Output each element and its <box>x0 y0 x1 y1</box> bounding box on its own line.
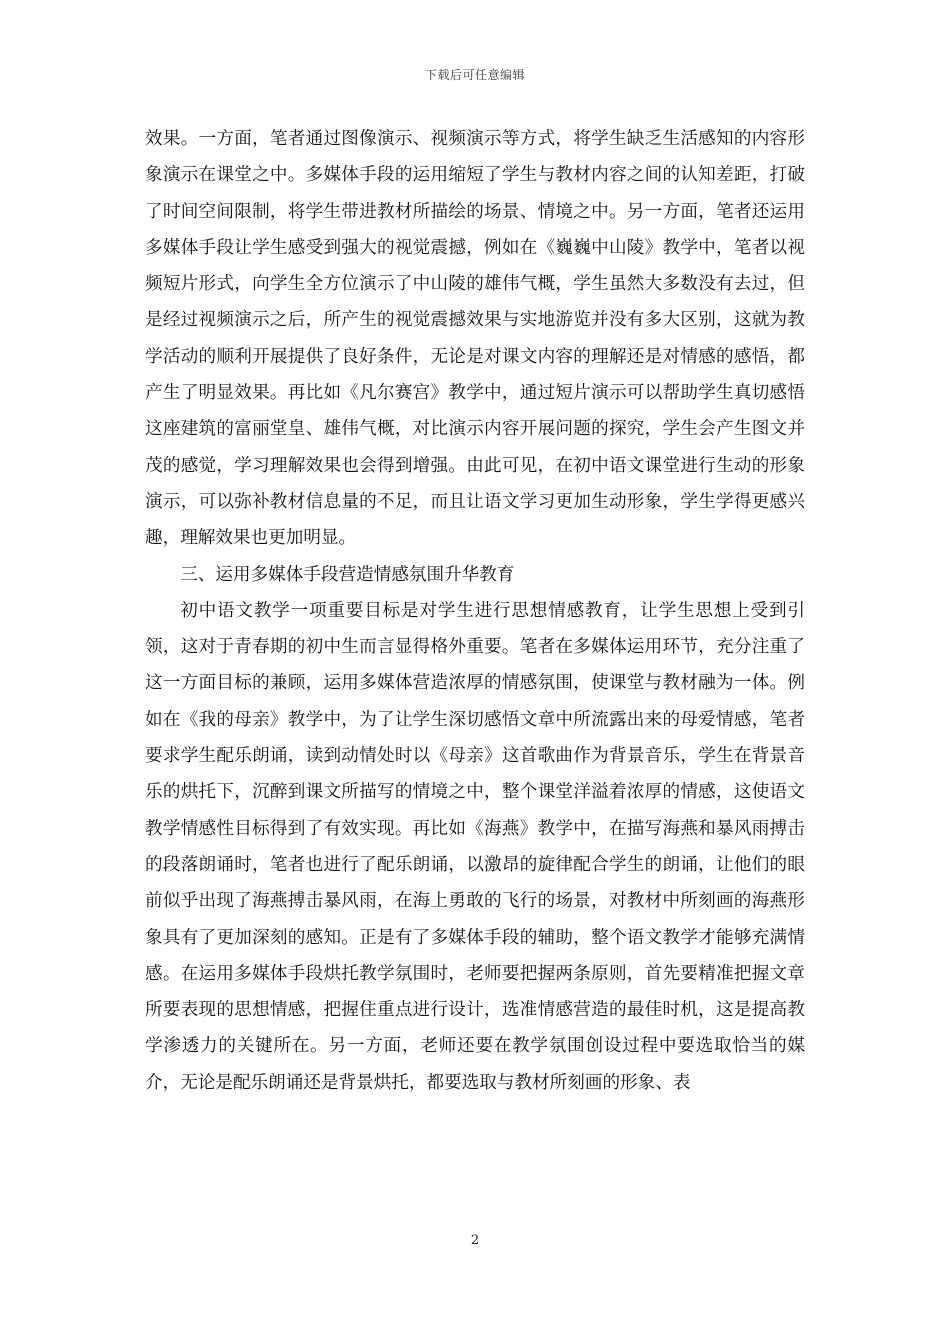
section-heading-3: 三、运用多媒体手段营造情感氛围升华教育 <box>180 564 515 585</box>
page-header: 下载后可任意编辑 <box>424 68 525 82</box>
page-number: 2 <box>470 1233 480 1248</box>
body-paragraph-1: 效果。一方面，笔者通过图像演示、视频演示等方式，将学生缺乏生活感知的内容形象演示在课堂之中。多媒体手段的运用缩短了学生与教材内容之间的认知差距，打破了时间空间限制，将学生带进教材所描绘的场景、情境之中。另一方面，笔者还运用多媒体手段让学生感受到强大的视觉震撼，例如在《巍巍中山陵》教学中，笔者以视频短片形式，向学生全方位演示了中山陵的雄伟气概，学生虽然大多数没有去过，但是经过视频演示之后，所产生的视觉震撼效果与实地游览并没有多大区别，这就为教学活动的顺利开展提供了良好条件，无论是对课文内容的理解还是对情感的感悟，都产生了明显效果。再比如《凡尔赛宫》教学中，通过短片演示可以帮助学生真切感悟这座建筑的富丽堂皇、雄伟气概，对比演示内容开展问题的探究，学生会产生图文并茂的感觉，学习理解效果也会得到增强。由此可见，在初中语文课堂进行生动的形象演示，可以弥补教材信息量的不足，而且让语文学习更加生动形象，学生学得更感兴趣，理解效果也更加明显。 <box>145 129 805 549</box>
document-body <box>145 121 805 1101</box>
body-paragraph-2: 初中语文教学一项重要目标是对学生进行思想情感教育，让学生思想上受到引领，这对于青春期的初中生而言显得格外重要。笔者在多媒体运用环节，充分注重了这一方面目标的兼顾，运用多媒体营造浓厚的情感氛围，使课堂与教材融为一体。例如在《我的母亲》教学中，为了让学生深切感悟文章中所流露出来的母爱情感，笔者要求学生配乐朗诵，读到动情处时以《母亲》这首歌曲作为背景音乐，学生在背景音乐的烘托下，沉醉到课文所描写的情境之中，整个课堂洋溢着浓厚的情感，这使语文教学情感性目标得到了有效实现。再比如《海燕》教学中，在描写海燕和暴风雨搏击的段落朗诵时，笔者也进行了配乐朗诵，以激昂的旋律配合学生的朗诵，让他们的眼前似乎出现了海燕搏击暴风雨，在海上勇敢的飞行的场景，对教材中所刻画的海燕形象具有了更加深刻的感知。正是有了多媒体手段的辅助，整个语文教学才能够充满情感。在运用多媒体手段烘托教学氛围时，老师要把握两条原则，首先要精准把握文章所要表现的思想情感，把握住重点进行设计，选准情感营造的最佳时机，这是提高教学渗透力的关键所在。另一方面，老师还要在教学氛围创设过程中要选取恰当的媒介，无论是配乐朗诵还是背景烘托，都要选取与教材所刻画的形象、表 <box>145 600 805 1093</box>
